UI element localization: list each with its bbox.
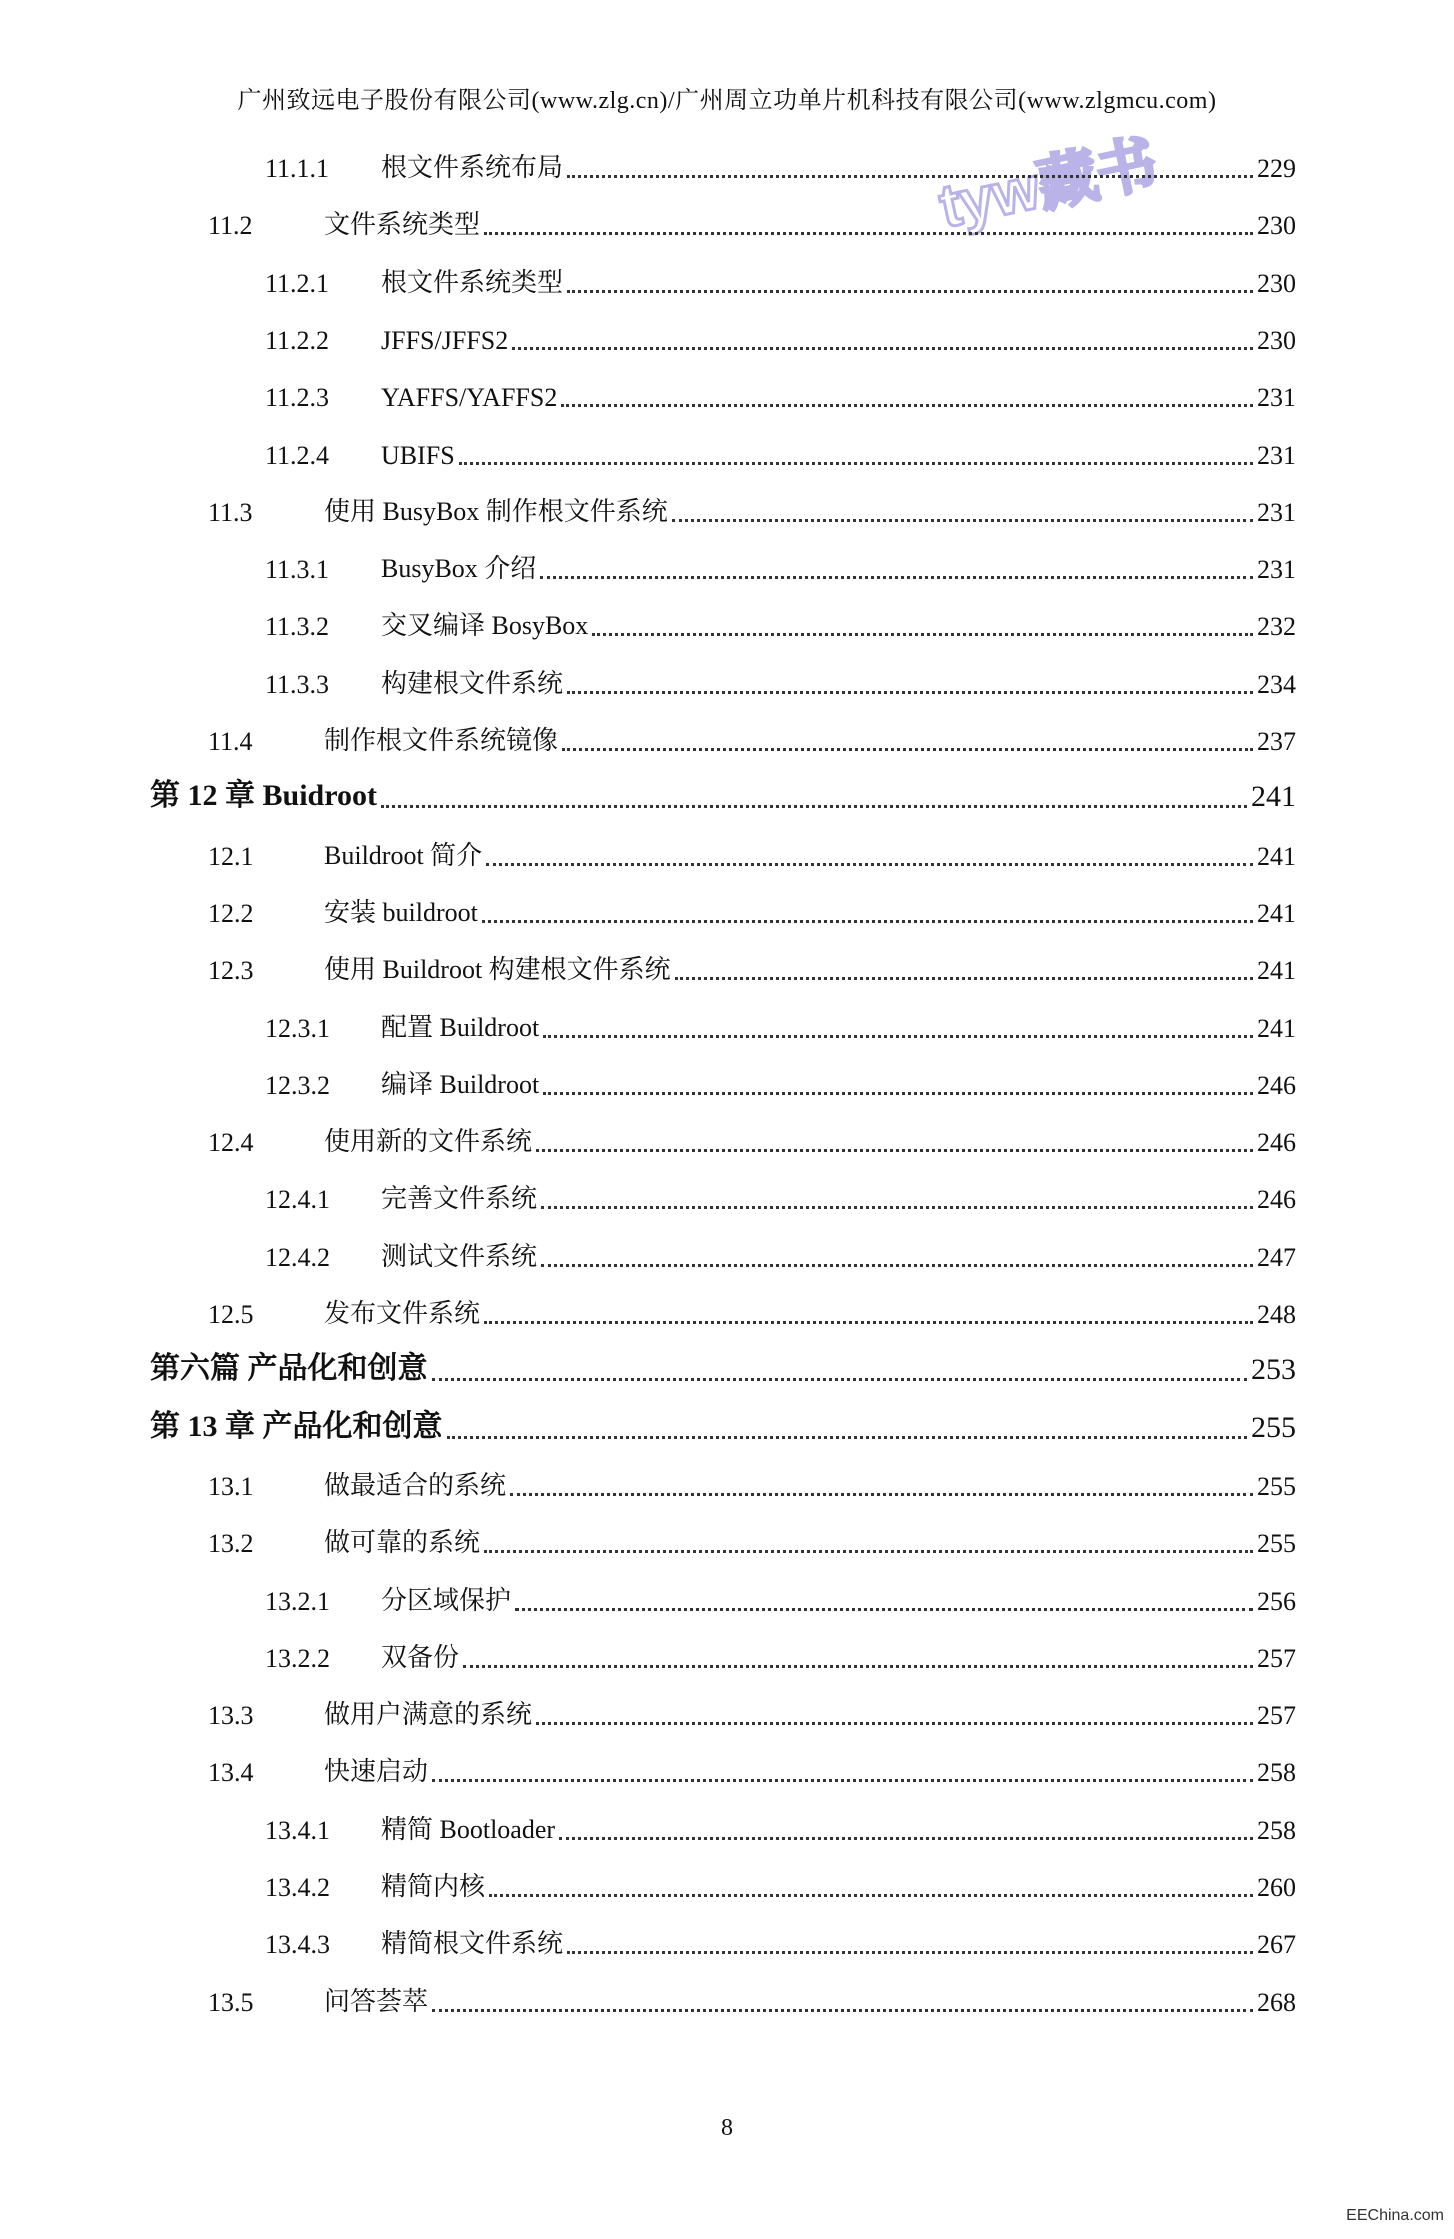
toc-entry[interactable] bbox=[0, 664, 1454, 704]
toc-entry[interactable] bbox=[0, 1351, 1454, 1391]
toc-entry[interactable] bbox=[0, 492, 1454, 532]
toc-leader-dots bbox=[459, 462, 1253, 465]
toc-entry-title: 测试文件系统 bbox=[381, 1236, 541, 1273]
toc-entry-title: 双备份 bbox=[381, 1637, 463, 1674]
toc-leader-dots bbox=[515, 1608, 1253, 1611]
toc-entry-title: 精简 Bootloader bbox=[381, 1809, 559, 1846]
toc-leader-dots bbox=[543, 1035, 1253, 1038]
toc-entry-title: 精简内核 bbox=[381, 1866, 489, 1903]
toc-entry-page: 255 bbox=[1253, 1529, 1296, 1559]
toc-entry[interactable] bbox=[0, 1008, 1454, 1048]
toc-entry[interactable] bbox=[0, 1466, 1454, 1506]
toc-entry[interactable] bbox=[0, 377, 1454, 417]
toc-entry[interactable] bbox=[0, 1924, 1454, 1964]
toc-entry-title: 使用 BusyBox 制作根文件系统 bbox=[324, 491, 672, 528]
toc-entry-title: JFFS/JFFS2 bbox=[381, 326, 512, 356]
toc-entry-page: 260 bbox=[1253, 1873, 1296, 1903]
toc-entry-title: 安装 buildroot bbox=[324, 892, 482, 929]
toc-entry[interactable] bbox=[0, 1581, 1454, 1621]
toc-entry[interactable] bbox=[0, 1752, 1454, 1792]
toc-entry-number: 11.2.4 bbox=[265, 440, 330, 470]
toc-leader-dots bbox=[592, 633, 1253, 636]
toc-entry-number: 12.2 bbox=[208, 898, 254, 928]
toc-entry[interactable] bbox=[0, 606, 1454, 646]
toc-entry-title: 第 13 章 产品化和创意 bbox=[150, 1401, 447, 1445]
page-number: 8 bbox=[721, 2115, 733, 2141]
toc-entry[interactable] bbox=[0, 1122, 1454, 1162]
toc-entry-title: 使用 Buildroot 构建根文件系统 bbox=[324, 949, 675, 986]
toc-entry[interactable] bbox=[0, 1179, 1454, 1219]
toc-entry-title: 根文件系统类型 bbox=[381, 262, 567, 299]
brand-label: EEChina.com bbox=[1346, 2207, 1444, 2224]
toc-entry[interactable] bbox=[0, 263, 1454, 303]
toc-entry-page: 230 bbox=[1253, 211, 1296, 241]
toc-entry-number: 13.1 bbox=[208, 1471, 254, 1501]
toc-leader-dots bbox=[541, 1264, 1253, 1267]
toc-leader-dots bbox=[482, 920, 1253, 923]
toc-entry-number: 12.3 bbox=[208, 956, 254, 986]
toc-entry-number: 13.4.1 bbox=[265, 1815, 330, 1845]
toc-entry-page: 256 bbox=[1253, 1587, 1296, 1617]
toc-entry-title: UBIFS bbox=[381, 441, 459, 471]
toc-entry-page: 248 bbox=[1253, 1300, 1296, 1330]
toc-entry-title: 使用新的文件系统 bbox=[324, 1121, 536, 1158]
toc-entry-title: 问答荟萃 bbox=[324, 1981, 432, 2018]
toc-entry-page: 246 bbox=[1253, 1128, 1296, 1158]
toc-entry[interactable] bbox=[0, 893, 1454, 933]
toc-entry-number: 13.3 bbox=[208, 1701, 254, 1731]
toc-entry-page: 258 bbox=[1253, 1816, 1296, 1846]
toc-entry[interactable] bbox=[0, 1810, 1454, 1850]
toc-entry-number: 11.3.1 bbox=[265, 555, 330, 585]
toc-entry-number: 11.2.1 bbox=[265, 268, 330, 298]
toc-entry-title: 根文件系统布局 bbox=[381, 147, 567, 184]
toc-entry[interactable] bbox=[0, 1695, 1454, 1735]
toc-entry[interactable] bbox=[0, 1638, 1454, 1678]
toc-entry[interactable] bbox=[0, 1065, 1454, 1105]
toc-entry-number: 13.2.2 bbox=[265, 1643, 330, 1673]
toc-entry-title: 构建根文件系统 bbox=[381, 663, 567, 700]
toc-entry[interactable] bbox=[0, 549, 1454, 589]
toc-entry-title: 文件系统类型 bbox=[324, 204, 484, 241]
toc-entry-number: 11.3.3 bbox=[265, 669, 330, 699]
toc-entry-number: 11.4 bbox=[208, 727, 253, 756]
toc-entry[interactable] bbox=[0, 721, 1454, 761]
toc-entry-number: 11.2 bbox=[208, 211, 253, 241]
toc-entry-title: 交叉编译 BosyBox bbox=[381, 605, 592, 642]
toc-entry-number: 13.4.2 bbox=[265, 1873, 330, 1902]
toc-entry[interactable] bbox=[0, 1294, 1454, 1334]
page-header: 广州致远电子股份有限公司(www.zlg.cn)/广州周立功单片机科技有限公司(www.zlgmcu.com) bbox=[237, 88, 1217, 114]
toc-entry[interactable] bbox=[0, 435, 1454, 475]
toc-leader-dots bbox=[536, 1149, 1253, 1152]
toc-entry-page: 234 bbox=[1253, 670, 1296, 700]
toc-entry-number: 13.2.1 bbox=[265, 1586, 330, 1616]
toc-leader-dots bbox=[567, 691, 1253, 694]
toc-entry-page: 231 bbox=[1253, 383, 1296, 413]
toc-entry-page: 257 bbox=[1253, 1644, 1296, 1674]
toc-entry-title: 编译 Buildroot bbox=[381, 1064, 543, 1101]
toc-entry-title: 分区域保护 bbox=[381, 1580, 515, 1617]
toc-entry-page: 230 bbox=[1253, 326, 1296, 356]
toc-leader-dots bbox=[559, 1837, 1253, 1840]
toc-entry[interactable] bbox=[0, 1523, 1454, 1563]
toc-entry-page: 231 bbox=[1253, 555, 1296, 585]
toc-entry-title: 快速启动 bbox=[324, 1751, 432, 1788]
toc-leader-dots bbox=[463, 1665, 1253, 1668]
toc-entry-page: 246 bbox=[1253, 1071, 1296, 1101]
toc-entry-number: 13.5 bbox=[208, 1987, 254, 2017]
toc-entry-page: 241 bbox=[1253, 1014, 1296, 1044]
toc-entry-number: 12.3.1 bbox=[265, 1013, 330, 1043]
toc-entry-number: 12.5 bbox=[208, 1300, 254, 1329]
toc-leader-dots bbox=[447, 1436, 1248, 1439]
toc-leader-dots bbox=[543, 1092, 1253, 1095]
toc-entry-page: 237 bbox=[1253, 727, 1296, 757]
toc-entry-title: 做可靠的系统 bbox=[324, 1522, 484, 1559]
toc-entry-page: 241 bbox=[1247, 780, 1296, 814]
toc-leader-dots bbox=[567, 175, 1253, 178]
toc-entry-title: 做用户满意的系统 bbox=[324, 1694, 536, 1731]
toc-entry[interactable] bbox=[0, 148, 1454, 188]
toc-entry-page: 267 bbox=[1253, 1930, 1296, 1960]
toc-entry-title: 做最适合的系统 bbox=[324, 1465, 510, 1502]
toc-entry-title: BusyBox 介绍 bbox=[381, 548, 540, 585]
toc-leader-dots bbox=[381, 805, 1247, 808]
toc-entry-number: 11.2.2 bbox=[265, 325, 330, 355]
toc-entry-page: 230 bbox=[1253, 269, 1296, 299]
watermark-text: tyw藏书 bbox=[933, 128, 1163, 241]
toc-entry-title: 发布文件系统 bbox=[324, 1293, 484, 1330]
toc-entry-page: 255 bbox=[1253, 1472, 1296, 1502]
toc-entry-page: 241 bbox=[1253, 899, 1296, 929]
toc-entry-number: 13.4.3 bbox=[265, 1930, 330, 1960]
toc-entry-page: 231 bbox=[1253, 498, 1296, 528]
toc-entry-title: YAFFS/YAFFS2 bbox=[381, 383, 561, 413]
toc-leader-dots bbox=[489, 1894, 1253, 1897]
toc-leader-dots bbox=[541, 1206, 1253, 1209]
toc-entry[interactable] bbox=[0, 1237, 1454, 1277]
toc-leader-dots bbox=[536, 1722, 1253, 1725]
toc-leader-dots bbox=[486, 863, 1253, 866]
toc-entry-number: 13.4 bbox=[208, 1758, 254, 1788]
toc-entry-number: 12.4 bbox=[208, 1128, 254, 1158]
toc-entry-number: 11.3 bbox=[208, 497, 253, 527]
toc-entry[interactable] bbox=[0, 205, 1454, 245]
toc-entry-title: 精简根文件系统 bbox=[381, 1923, 567, 1960]
toc-entry[interactable] bbox=[0, 836, 1454, 876]
toc-entry-number: 13.2 bbox=[208, 1529, 254, 1559]
toc-entry-title: 制作根文件系统镜像 bbox=[324, 720, 562, 757]
toc-leader-dots bbox=[567, 290, 1253, 293]
toc-entry-page: 231 bbox=[1253, 441, 1296, 471]
toc-entry-title: 完善文件系统 bbox=[381, 1178, 541, 1215]
toc-entry[interactable] bbox=[0, 1982, 1454, 2022]
toc-entry-page: 257 bbox=[1253, 1701, 1296, 1731]
toc-entry[interactable] bbox=[0, 320, 1454, 360]
toc-entry-page: 241 bbox=[1253, 842, 1296, 872]
toc-leader-dots bbox=[432, 2009, 1253, 2012]
toc-leader-dots bbox=[432, 1779, 1253, 1782]
toc-entry-number: 11.1.1 bbox=[265, 154, 330, 183]
toc-leader-dots bbox=[484, 232, 1253, 235]
toc-entry-number: 12.3.2 bbox=[265, 1070, 330, 1100]
toc-leader-dots bbox=[567, 1951, 1253, 1954]
toc-entry-page: 268 bbox=[1253, 1988, 1296, 2018]
toc-entry-page: 241 bbox=[1253, 956, 1296, 986]
toc-entry[interactable] bbox=[0, 950, 1454, 990]
toc-entry-title: 配置 Buildroot bbox=[381, 1007, 543, 1044]
toc-entry-title: 第六篇 产品化和创意 bbox=[150, 1343, 432, 1387]
toc-entry-page: 253 bbox=[1247, 1353, 1296, 1387]
toc-leader-dots bbox=[512, 347, 1253, 350]
toc-leader-dots bbox=[510, 1493, 1253, 1496]
toc-leader-dots bbox=[484, 1321, 1253, 1324]
toc-entry[interactable] bbox=[0, 778, 1454, 818]
toc-leader-dots bbox=[432, 1378, 1248, 1381]
toc-leader-dots bbox=[672, 519, 1253, 522]
toc-entry-number: 12.4.1 bbox=[265, 1185, 330, 1215]
toc-leader-dots bbox=[540, 576, 1253, 579]
toc-entry-page: 247 bbox=[1253, 1243, 1296, 1273]
toc-leader-dots bbox=[561, 404, 1253, 407]
toc-leader-dots bbox=[562, 748, 1253, 751]
toc-entry-title: 第 12 章 Buidroot bbox=[150, 770, 381, 814]
toc-entry-page: 232 bbox=[1253, 612, 1296, 642]
toc-entry-page: 229 bbox=[1253, 154, 1296, 184]
toc-leader-dots bbox=[675, 977, 1253, 980]
toc-entry-number: 12.4.2 bbox=[265, 1242, 330, 1272]
toc-entry-number: 11.3.2 bbox=[265, 612, 330, 642]
toc-entry-title: Buildroot 简介 bbox=[324, 835, 486, 872]
toc-entry-page: 246 bbox=[1253, 1185, 1296, 1215]
toc-entry[interactable] bbox=[0, 1409, 1454, 1449]
toc-entry-page: 258 bbox=[1253, 1758, 1296, 1788]
toc-entry-page: 255 bbox=[1247, 1411, 1296, 1445]
toc-entry[interactable] bbox=[0, 1867, 1454, 1907]
toc-leader-dots bbox=[484, 1550, 1253, 1553]
toc-entry-number: 12.1 bbox=[208, 841, 254, 871]
toc-entry-number: 11.2.3 bbox=[265, 383, 330, 413]
